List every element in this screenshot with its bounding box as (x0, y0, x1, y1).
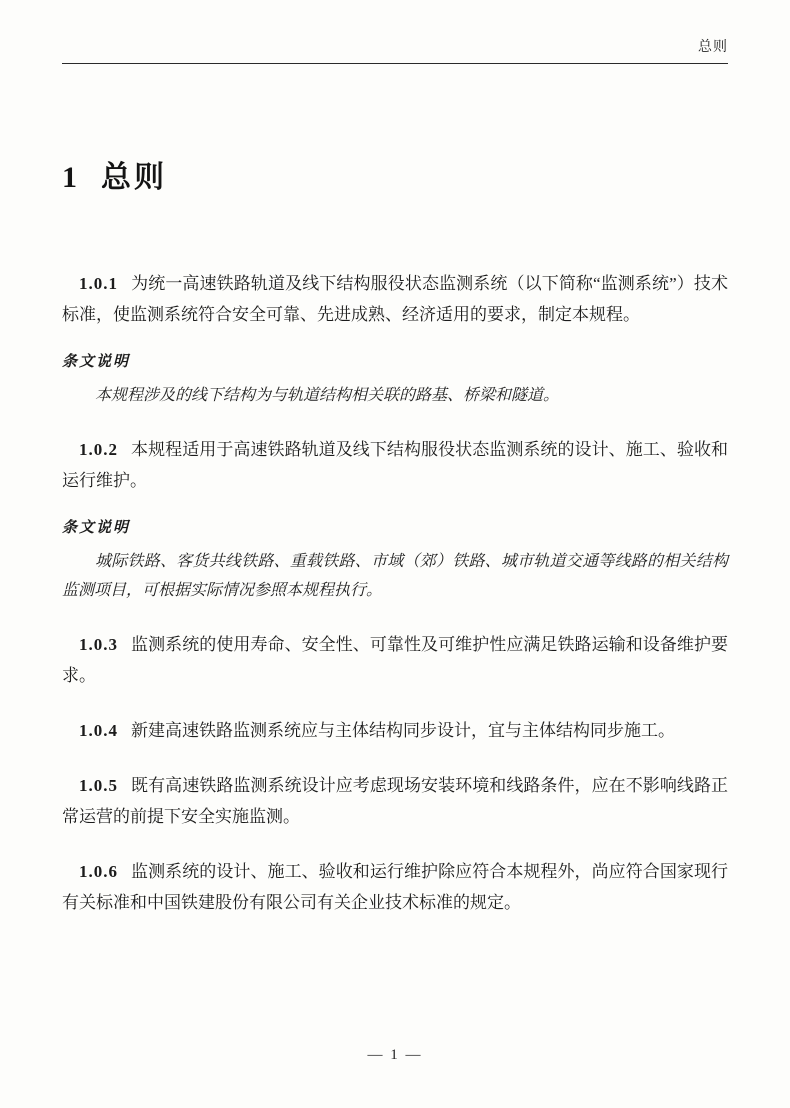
clause-text: 监测系统的使用寿命、安全性、可靠性及可维护性应满足铁路运输和设备维护要求。 (62, 635, 728, 685)
clause-number: 1.0.2 (79, 440, 118, 459)
note-heading: 条文说明 (62, 520, 131, 536)
clause-text: 新建高速铁路监测系统应与主体结构同步设计，宜与主体结构同步施工。 (131, 721, 675, 740)
note-text: 本规程涉及的线下结构为与轨道结构相关联的路基、桥梁和隧道。 (95, 387, 560, 404)
note-text: 城际铁路、客货共线铁路、重载铁路、市域（郊）铁路、城市轨道交通等线路的相关结构监测项目，可根据实际情况参照本规程执行。 (62, 553, 728, 599)
clause-text: 为统一高速铁路轨道及线下结构服役状态监测系统（以下简称“监测系统”）技术标准，使监测系统符合安全可靠、先进成熟、经济适用的要求，制定本规程。 (62, 274, 728, 324)
clause-number: 1.0.3 (79, 635, 118, 654)
clause-text: 监测系统的设计、施工、验收和运行维护除应符合本规程外，尚应符合国家现行有关标准和中国铁建股份有限公司有关企业技术标准的规定。 (62, 862, 728, 912)
clause-1-0-1 (62, 268, 728, 330)
clause-1-0-4 (62, 715, 728, 746)
page-number: — 1 — (367, 1047, 423, 1063)
chapter-title (62, 152, 728, 196)
clause-number: 1.0.6 (79, 862, 118, 881)
clause-number: 1.0.1 (79, 274, 118, 293)
clause-1-0-3 (62, 629, 728, 691)
chapter-number: 1 (62, 161, 77, 194)
chapter-name: 总则 (101, 161, 167, 194)
page-header (62, 36, 728, 64)
clause-number: 1.0.4 (79, 721, 118, 740)
running-head: 总则 (698, 40, 728, 55)
clause-text: 既有高速铁路监测系统设计应考虑现场安装环境和线路条件，应在不影响线路正常运营的前提下安全实施监测。 (62, 776, 728, 826)
header-rule (62, 63, 728, 64)
clause-1-0-2 (62, 434, 728, 496)
clause-text: 本规程适用于高速铁路轨道及线下结构服役状态监测系统的设计、施工、验收和运行维护。 (62, 440, 728, 490)
note-heading: 条文说明 (62, 354, 131, 370)
clause-number: 1.0.5 (79, 776, 118, 795)
clause-1-0-6 (62, 856, 728, 918)
clause-1-0-5 (62, 770, 728, 832)
